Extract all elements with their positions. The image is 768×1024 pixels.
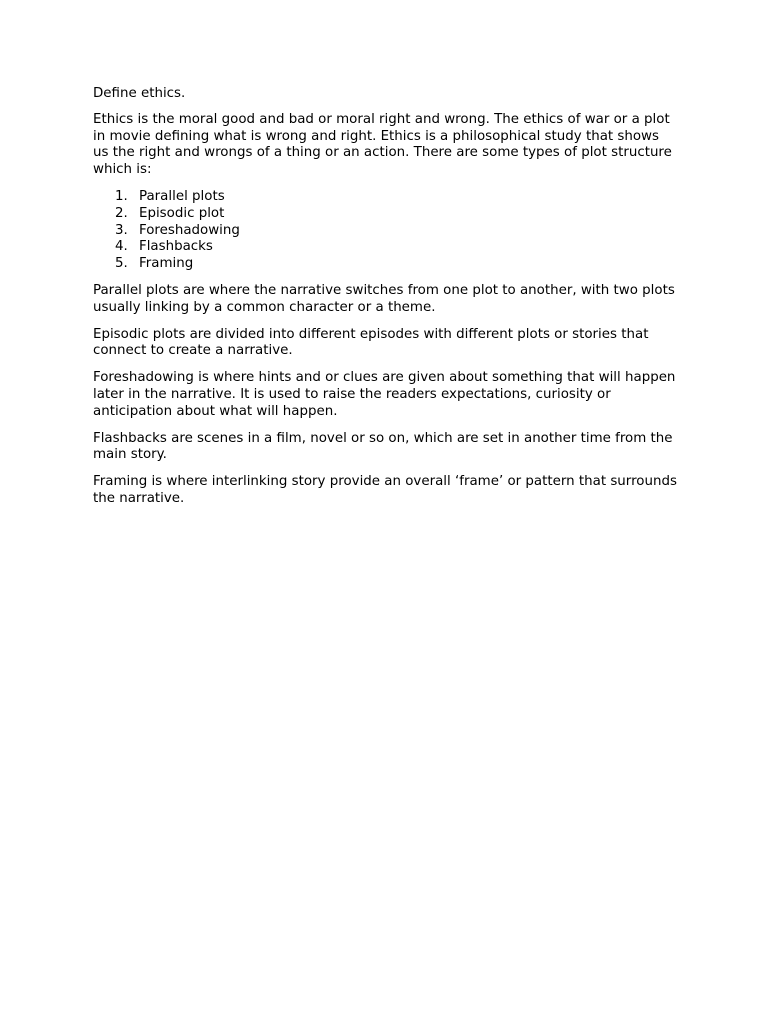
episodic-plots-paragraph: Episodic plots are divided into different episodes with different plots or stories that connect to create a narrative. bbox=[93, 326, 649, 359]
list-item-number: 4. bbox=[115, 239, 128, 255]
list-item-number: 3. bbox=[115, 222, 128, 238]
list-item-label: Framing bbox=[139, 256, 194, 272]
list-item bbox=[93, 223, 678, 240]
document-title: Define ethics. bbox=[93, 86, 186, 101]
list-item-label: Flashbacks bbox=[139, 239, 213, 255]
document-body bbox=[93, 86, 678, 518]
list-item-number: 5. bbox=[115, 256, 128, 272]
list-item-label: Foreshadowing bbox=[139, 222, 240, 238]
flashbacks-paragraph: Flashbacks are scenes in a film, novel or so on, which are set in another time from the main story. bbox=[93, 430, 673, 463]
framing-paragraph: Framing is where interlinking story provide an overall ‘frame’ or pattern that surrounds the narrative. bbox=[93, 474, 677, 506]
list-item-label: Parallel plots bbox=[139, 188, 225, 204]
plot-types-list bbox=[93, 189, 678, 273]
list-item bbox=[93, 206, 678, 223]
list-item bbox=[93, 256, 678, 273]
list-item bbox=[93, 239, 678, 256]
foreshadowing-paragraph: Foreshadowing is where hints and or clues are given about something that will happen later in the narrative. It is used to raise the readers expectations, curiosity or anticipation about what will happen. bbox=[93, 370, 676, 419]
parallel-plots-paragraph: Parallel plots are where the narrative switches from one plot to another, with two plots usually linking by a common character or a theme. bbox=[93, 282, 675, 315]
list-item bbox=[93, 189, 678, 206]
list-item-number: 1. bbox=[115, 188, 128, 204]
list-item-number: 2. bbox=[115, 205, 128, 221]
intro-paragraph: Ethics is the moral good and bad or moral right and wrong. The ethics of war or a plot in movie defining what is wrong and right. Ethics is a philosophical study that shows us the right and wrongs of a thing or an action. There are some types of plot structure which is: bbox=[93, 111, 672, 178]
list-item-label: Episodic plot bbox=[139, 205, 225, 221]
